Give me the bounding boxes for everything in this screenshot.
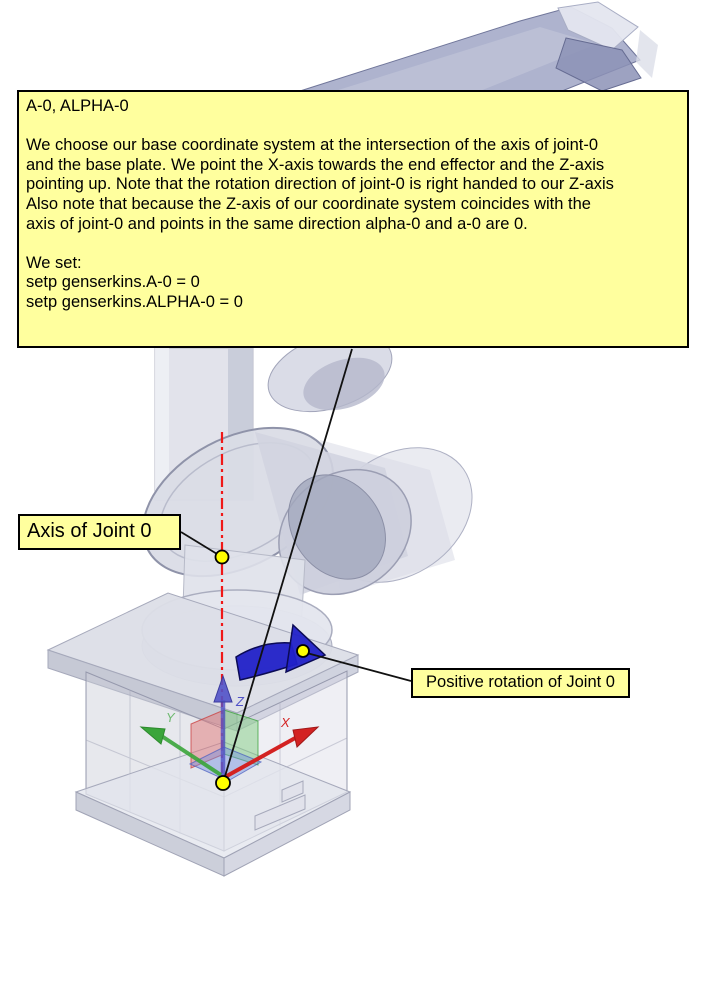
description-title: A-0, ALPHA-0 xyxy=(26,97,129,115)
text-line: pointing up. Note that the rotation direction of joint-0 is right handed to our Z-axis xyxy=(26,175,614,194)
text-line: We choose our base coordinate system at the intersection of the axis of joint-0 xyxy=(26,136,599,155)
axis-of-joint-callout: Axis of Joint 0 xyxy=(18,514,181,550)
text-line xyxy=(26,234,680,254)
text-line: setp genserkins.ALPHA-0 = 0 xyxy=(26,292,243,311)
text-line: We set: xyxy=(26,253,82,272)
axis-point-marker xyxy=(216,551,229,564)
origin-point-marker xyxy=(216,776,230,790)
text-line xyxy=(26,117,680,137)
robot-upper-arm xyxy=(300,2,658,91)
text-line: setp genserkins.A-0 = 0 xyxy=(26,273,200,292)
description-box xyxy=(17,90,689,348)
text-line: axis of joint-0 and points in the same direction alpha-0 and a-0 are 0. xyxy=(26,214,528,233)
positive-rotation-callout: Positive rotation of Joint 0 xyxy=(411,668,630,698)
x-axis-label: X xyxy=(281,715,290,730)
text-line: Also note that because the Z-axis of our coordinate system coincides with the xyxy=(26,194,591,213)
text-line: and the base plate. We point the X-axis towards the end effector and the Z-axis xyxy=(26,155,605,174)
z-axis-label: Z xyxy=(236,694,244,709)
rotation-point-marker xyxy=(297,645,309,657)
y-axis-label: Y xyxy=(166,710,175,725)
